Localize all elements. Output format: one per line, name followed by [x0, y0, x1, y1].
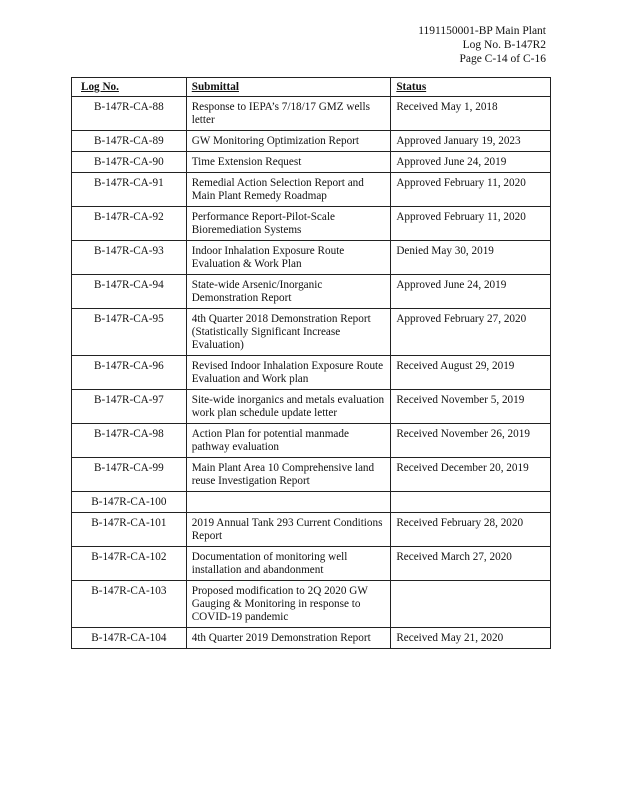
status-cell: Received November 5, 2019	[391, 390, 551, 424]
table-row	[72, 97, 551, 131]
submittal-cell: Proposed modification to 2Q 2020 GW Gauging & Monitoring in response to COVID-19 pandemic	[186, 581, 391, 628]
table-row	[72, 547, 551, 581]
table-row	[72, 207, 551, 241]
status-cell	[391, 581, 551, 628]
log-number-cell: B-147R-CA-93	[72, 241, 187, 275]
table-row	[72, 309, 551, 356]
submittal-cell: Documentation of monitoring well installation and abandonment	[186, 547, 391, 581]
status-cell: Received November 26, 2019	[391, 424, 551, 458]
log-number-cell: B-147R-CA-100	[72, 492, 187, 513]
log-number-cell: B-147R-CA-91	[72, 173, 187, 207]
submittal-cell: Revised Indoor Inhalation Exposure Route Evaluation and Work plan	[186, 356, 391, 390]
column-header-submittal: Submittal	[186, 78, 391, 97]
submittal-cell: 4th Quarter 2018 Demonstration Report (Statistically Significant Increase Evaluation)	[186, 309, 391, 356]
status-cell: Received December 20, 2019	[391, 458, 551, 492]
submittal-cell: Performance Report-Pilot-Scale Bioremediation Systems	[186, 207, 391, 241]
submittal-cell: GW Monitoring Optimization Report	[186, 131, 391, 152]
log-number-cell: B-147R-CA-101	[72, 513, 187, 547]
table-row	[72, 458, 551, 492]
log-number-cell: B-147R-CA-88	[72, 97, 187, 131]
log-number-cell: B-147R-CA-104	[72, 628, 187, 649]
column-header-log-no: Log No.	[72, 78, 187, 97]
log-number-cell: B-147R-CA-97	[72, 390, 187, 424]
log-number-cell: B-147R-CA-95	[72, 309, 187, 356]
table-header-row	[72, 78, 551, 97]
status-cell: Denied May 30, 2019	[391, 241, 551, 275]
page-header	[418, 24, 546, 66]
header-facility: 1191150001-BP Main Plant	[418, 25, 546, 37]
status-cell: Received May 1, 2018	[391, 97, 551, 131]
submittal-cell: 2019 Annual Tank 293 Current Conditions Report	[186, 513, 391, 547]
table-row	[72, 424, 551, 458]
header-log-number: Log No. B-147R2	[462, 39, 546, 51]
submittal-cell: Main Plant Area 10 Comprehensive land reuse Investigation Report	[186, 458, 391, 492]
log-number-cell: B-147R-CA-90	[72, 152, 187, 173]
log-number-cell: B-147R-CA-96	[72, 356, 187, 390]
table-row	[72, 131, 551, 152]
submittal-cell: Remedial Action Selection Report and Main Plant Remedy Roadmap	[186, 173, 391, 207]
table-row	[72, 390, 551, 424]
submittal-cell: Action Plan for potential manmade pathway evaluation	[186, 424, 391, 458]
table-row	[72, 492, 551, 513]
submittal-cell	[186, 492, 391, 513]
submittal-cell: Time Extension Request	[186, 152, 391, 173]
log-number-cell: B-147R-CA-99	[72, 458, 187, 492]
table-row	[72, 173, 551, 207]
status-cell: Approved January 19, 2023	[391, 131, 551, 152]
log-number-cell: B-147R-CA-89	[72, 131, 187, 152]
status-cell: Received February 28, 2020	[391, 513, 551, 547]
status-cell: Received May 21, 2020	[391, 628, 551, 649]
log-number-cell: B-147R-CA-94	[72, 275, 187, 309]
table-row	[72, 275, 551, 309]
submittal-cell: Site-wide inorganics and metals evaluation work plan schedule update letter	[186, 390, 391, 424]
submittal-cell: State-wide Arsenic/Inorganic Demonstration Report	[186, 275, 391, 309]
status-cell: Approved February 11, 2020	[391, 207, 551, 241]
log-number-cell: B-147R-CA-98	[72, 424, 187, 458]
submittal-cell: Response to IEPA’s 7/18/17 GMZ wells letter	[186, 97, 391, 131]
log-number-cell: B-147R-CA-102	[72, 547, 187, 581]
header-page-number: Page C-14 of C-16	[459, 53, 546, 65]
submittal-cell: 4th Quarter 2019 Demonstration Report	[186, 628, 391, 649]
status-cell: Approved June 24, 2019	[391, 275, 551, 309]
table-row	[72, 628, 551, 649]
log-number-cell: B-147R-CA-92	[72, 207, 187, 241]
table-row	[72, 513, 551, 547]
status-cell: Approved June 24, 2019	[391, 152, 551, 173]
status-cell: Received August 29, 2019	[391, 356, 551, 390]
table-row	[72, 152, 551, 173]
submittal-cell: Indoor Inhalation Exposure Route Evaluation & Work Plan	[186, 241, 391, 275]
status-cell: Approved February 27, 2020	[391, 309, 551, 356]
status-cell: Approved February 11, 2020	[391, 173, 551, 207]
status-cell	[391, 492, 551, 513]
submittal-log-table	[71, 77, 551, 649]
column-header-status: Status	[391, 78, 551, 97]
status-cell: Received March 27, 2020	[391, 547, 551, 581]
table-row	[72, 581, 551, 628]
log-number-cell: B-147R-CA-103	[72, 581, 187, 628]
table-row	[72, 241, 551, 275]
table-row	[72, 356, 551, 390]
